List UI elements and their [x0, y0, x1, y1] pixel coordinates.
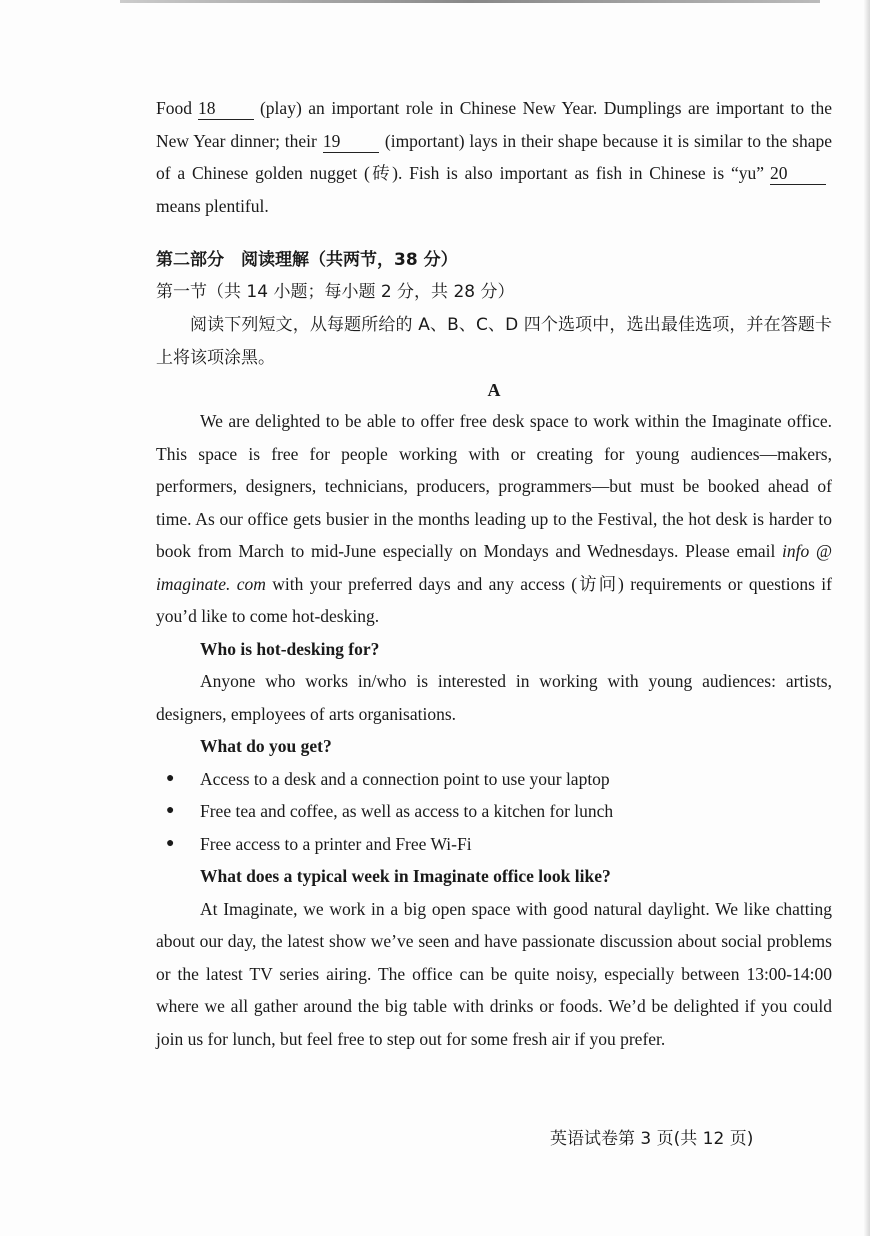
- reading-instructions: 阅读下列短文，从每题所给的 A、B、C、D 四个选项中，选出最佳选项，并在答题卡上将该项涂黑。: [156, 315, 832, 368]
- cloze-paragraph-end: [156, 92, 832, 222]
- list-item-text: Access to a desk and a connection point to use your laptop: [200, 768, 610, 789]
- scan-edge-top: [120, 0, 820, 3]
- cloze-text: means plentiful.: [156, 195, 269, 216]
- intro-text: We are delighted to be able to offer free desk space to work within the Imaginate office. This space is free for people working with or creating for young audiences—makers, performers, designers, technicians, producers, programmers—but must be booked ahead of time. As our office gets busier in the months leading up to the Festival, the hot desk is harder to book from March to mid-June especially on Mondays and Wednesdays. Please email: [156, 411, 832, 561]
- list-item-text: Free tea and coffee, as well as access to a kitchen for lunch: [200, 801, 614, 821]
- bullet-icon: ●: [166, 803, 175, 818]
- question-heading-2: What do you get?: [200, 736, 332, 756]
- bullet-icon: ●: [166, 770, 175, 786]
- bullet-icon: ●: [166, 835, 175, 851]
- benefits-list: [156, 763, 832, 861]
- part2-title: 第二部分 阅读理解（共两节，38 分）: [156, 250, 458, 270]
- list-item: [156, 795, 832, 828]
- email-address: info @ imaginate. com: [156, 541, 833, 594]
- list-item: [156, 828, 832, 861]
- question-heading-1: Who is hot-desking for?: [200, 638, 380, 659]
- section1-title: 第一节（共 14 小题；每小题 2 分，共 28 分）: [156, 282, 515, 302]
- answer-paragraph-3: At Imaginate, we work in a big open space with good natural daylight. We like chatting about our day, the latest show we’ve seen and have passionate discussion about social problems or the latest TV series airing. The office can be quite noisy, especially between 13:00-14:00 where we all gather around the big table with drinks or foods. We’d be delighted if you could join us for lunch, but feel free to step out for some fresh air if you prefer.: [156, 898, 832, 1049]
- cloze-text: (play) an important role in Chinese New Year. Dumplings are important to the New Year dinner; their: [156, 98, 832, 151]
- list-item-text: Free access to a printer and Free Wi-Fi: [200, 833, 472, 854]
- intro-text: with your preferred days and any access (访问) requirements or questions if you’d like to come hot-desking.: [156, 573, 832, 626]
- question-heading-3: What does a typical week in Imaginate office look like?: [200, 866, 611, 886]
- passage-intro: [156, 405, 832, 633]
- cloze-text: Food: [156, 98, 192, 118]
- answer-paragraph-1: Anyone who works in/who is interested in working with young audiences: artists, designers, employees of arts organisations.: [156, 671, 832, 724]
- blank-18: 18: [198, 97, 254, 120]
- blank-20: 20: [770, 162, 826, 185]
- cloze-text: (important) lays in their shape because it is similar to the shape of a Chinese golden nugget (砖). Fish is also important as fish in Chinese is “yu”: [156, 130, 832, 183]
- page-content: [156, 92, 832, 1055]
- passage-letter: A: [487, 380, 501, 400]
- blank-19: 19: [323, 130, 379, 153]
- page-footer: 英语试卷第 3 页(共 12 页): [550, 1129, 754, 1149]
- scan-edge-right: [864, 0, 870, 1236]
- list-item: [156, 763, 832, 796]
